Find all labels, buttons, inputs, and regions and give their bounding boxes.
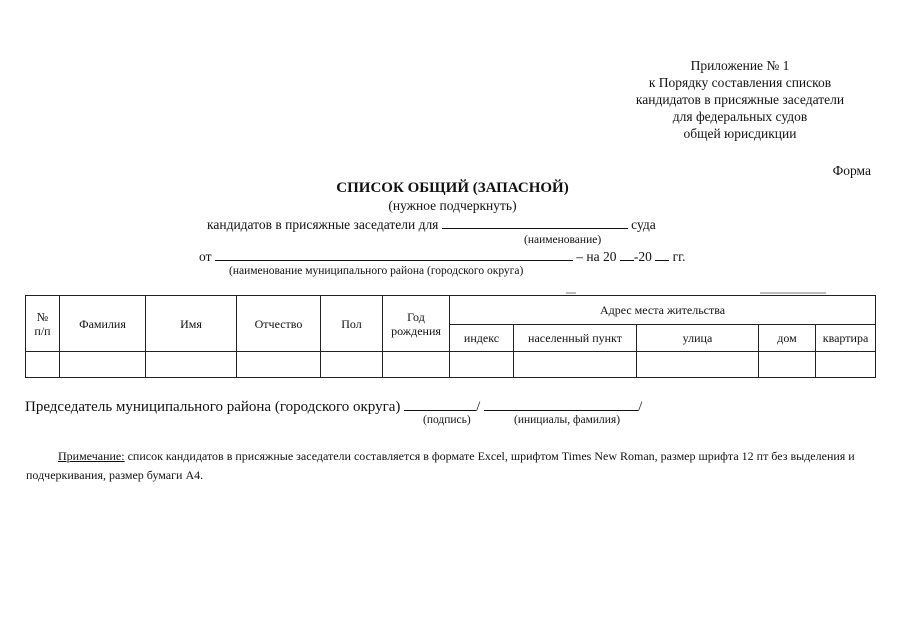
header-name: Имя (146, 296, 237, 352)
header-patronymic: Отчество (237, 296, 321, 352)
chairman-label: Председатель муниципального района (городского округа) (25, 399, 401, 415)
from-line-prefix: от (199, 249, 212, 264)
appendix-line: общей юрисдикции (683, 126, 797, 141)
scan-mark (566, 292, 576, 294)
municipality-caption: (наименование муниципального района (городского округа) (229, 265, 524, 277)
table-cell[interactable] (759, 352, 816, 378)
candidates-table (25, 295, 876, 378)
table-cell[interactable] (383, 352, 450, 378)
header-index: индекс (450, 325, 514, 352)
table-cell[interactable] (237, 352, 321, 378)
table-cell[interactable] (60, 352, 146, 378)
from-line-year-prefix: – на 20 (576, 249, 617, 264)
municipality-field[interactable] (215, 248, 573, 261)
court-name-caption: (наименование) (524, 234, 602, 246)
table-cell[interactable] (637, 352, 759, 378)
note-paragraph (26, 447, 876, 485)
header-house: дом (759, 325, 816, 352)
document-subtitle: (нужное подчеркнуть) (388, 198, 517, 213)
header-sex: Пол (321, 296, 383, 352)
from-line-year-sep: -20 (633, 249, 652, 264)
document-title: СПИСОК ОБЩИЙ (ЗАПАСНОЙ) (336, 180, 569, 196)
header-surname: Фамилия (60, 296, 146, 352)
header-number: № п/п (26, 296, 60, 352)
header-apartment: квартира (816, 325, 876, 352)
candidates-line-suffix: суда (631, 217, 656, 232)
table-cell[interactable] (26, 352, 60, 378)
table-cell[interactable] (321, 352, 383, 378)
note-label: Примечание: (58, 449, 125, 463)
initials-field[interactable] (484, 396, 638, 411)
initials-separator: / (638, 399, 643, 415)
signature-field[interactable] (404, 396, 476, 411)
table-cell[interactable] (514, 352, 637, 378)
candidates-line-prefix: кандидатов в присяжные заседатели для (207, 217, 439, 232)
appendix-line: Приложение № 1 (690, 58, 790, 73)
chairman-line (25, 396, 642, 416)
appendix-line: для федеральных судов (672, 109, 808, 124)
signature-separator: / (476, 399, 481, 415)
appendix-line: кандидатов в присяжные заседатели (635, 92, 845, 107)
table-cell[interactable] (450, 352, 514, 378)
from-line-years-suffix: гг. (672, 249, 686, 264)
form-label: Форма (832, 163, 871, 178)
header-birth-year: Год рождения (383, 296, 450, 352)
note-text: список кандидатов в присяжные заседатели составляется в формате Excel, шрифтом Times New Roman, размер шрифта 12 пт без выделения и подчеркивания, размер бумаги А4. (26, 449, 855, 482)
court-name-field[interactable] (442, 216, 628, 229)
header-street: улица (637, 325, 759, 352)
initials-caption: (инициалы, фамилия) (514, 414, 621, 426)
from-line (199, 248, 686, 265)
header-address: Адрес места жительства (450, 296, 876, 325)
year-start-field[interactable] (620, 248, 634, 261)
table-row (26, 352, 876, 378)
appendix-line: к Порядку составления списков (648, 75, 832, 90)
header-settlement: населенный пункт (514, 325, 637, 352)
table-cell[interactable] (146, 352, 237, 378)
appendix-block (610, 57, 870, 142)
year-end-field[interactable] (655, 248, 669, 261)
signature-caption: (подпись) (423, 414, 471, 426)
scan-mark (760, 292, 826, 294)
table-cell[interactable] (816, 352, 876, 378)
candidates-line (207, 216, 656, 233)
